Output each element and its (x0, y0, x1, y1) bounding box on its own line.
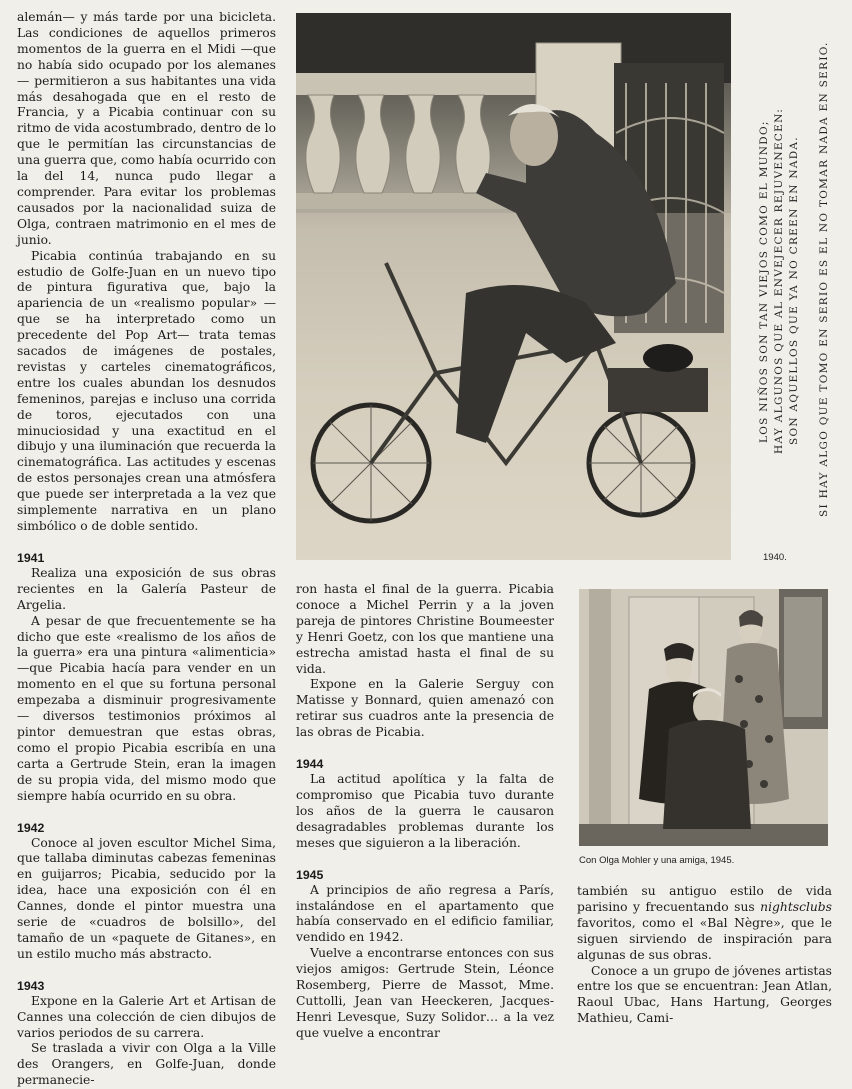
paragraph: ron hasta el final de la guerra. Picabia conoce a Michel Perrin y a la joven pareja de pintores Christine Boumeester y Henri Goetz, con los que mantiene una estrecha amistad hasta el final de su vida. (296, 582, 554, 676)
year-heading-1944: 1944 (296, 757, 324, 772)
italic-word: nightsclubs (760, 899, 832, 914)
paragraph: Vuelve a encontrarse entonces con sus viejos amigos: Gertrude Stein, Léonce Rosemberg, Pierre de Massot, Mme. Cuttolli, Jean van Heeckeren, Jacques-Henri Levesque, Suzy Solidor… a la vez que vuelve a encontrar (296, 946, 554, 1040)
vertical-quote-line: SI HAY ALGO QUE TOMO EN SERIO ES EL NO TOMAR NADA EN SERIO. (818, 41, 830, 517)
paragraph: Picabia continúa trabajando en su estudio de Golfe-Juan en un nuevo tipo de pintura figurativa que, bajo la apariencia de un «realismo popular» —que se ha interpretado como un precedente del Pop Art— trata temas sacados de imágenes de postales, revistas y carteles cinematográficos, entre los cuales abundan los desnudos femeninos, parejas e incluso una corrida de toros, ejecutados con una minuciosidad y una exactitud en el dibujo y una iluminación que recuerda la cinematográfica. Las actitudes y escenas de estos personajes crean una atmósfera que puede ser interpretada a la vez que simplemente narrativa en un plano simbólico o de doble sentido. (17, 248, 276, 533)
year-heading-1943: 1943 (17, 978, 45, 993)
year-heading-1942: 1942 (17, 820, 45, 835)
year-heading-1941: 1941 (17, 550, 45, 565)
paragraph: A principios de año regresa a París, instalándose en el apartamento que había conservado en el edificio familiar, vendido en 1942. (296, 882, 554, 945)
vertical-quote-line: LOS NIÑOS SON TAN VIEJOS COMO EL MUNDO; (758, 120, 770, 443)
right-text-column (577, 884, 832, 1027)
text-run: favoritos, como el «Bal Nègre», que le siguen sirviendo de inspiración para algunas de sus obras. (577, 915, 832, 962)
text-run: también su antiguo estilo de vida parisino y frecuentando sus (577, 884, 832, 914)
paragraph: Conoce al joven escultor Michel Sima, que tallaba diminutas cabezas femeninas en guijarros; Picabia, seducido por la idea, hace una exposición con él en Cannes, donde el pintor muestra una serie de «cuadros de bolsillo», del tamaño de un «paquete de Gitanes», en un estilo mucho más abstracto. (17, 835, 276, 961)
paragraph: Expone en la Galerie Art et Artisan de Cannes una colección de cien dibujos de varios periodos de su carrera. (17, 993, 276, 1040)
paragraph: La actitud apolítica y la falta de compromiso que Picabia tuvo durante los años de la guerra le causaron desagradables problemas durante los meses que siguieron a la liberación. (296, 772, 554, 850)
paragraph (577, 884, 832, 964)
paragraph: A pesar de que frecuentemente se ha dicho que este «realismo de los años de la guerra» era una pintura «alimenticia» —que Picabia hacía para vender en un momento en el que su fortuna personal empezaba a disminuir progresivamente— diversos testimonios próximos al pintor demuestran que estas obras, como el propio Picabia escribía en una carta a Gertrude Stein, eran la imagen de su propia vida, del mismo modo que siempre había ocurrido en su obra. (17, 613, 276, 803)
vertical-quote-line: HAY ALGUNOS QUE AL ENVEJECER REJUVENECEN: (773, 107, 785, 454)
photo-caption: 1940. (763, 552, 787, 563)
middle-text-column (296, 582, 554, 1042)
paragraph: Se traslada a vivir con Olga a la Ville des Orangers, en Golfe-Juan, donde permanecie- (17, 1041, 276, 1088)
left-text-column (17, 10, 276, 1089)
vertical-quote-line: SON AQUELLOS QUE YA NO CREEN EN NADA. (788, 136, 800, 445)
photo-group-portrait (579, 589, 828, 846)
paragraph: Expone en la Galerie Serguy con Matisse y Bonnard, quien amenazó con retirar sus cuadros ante la presencia de las obras de Picabia. (296, 677, 554, 740)
paragraph: alemán— y más tarde por una bicicleta. Las condiciones de aquellos primeros momentos de la guerra en el Midi —que no había sido ocupado por los alemanes— permitieron a sus habitantes una vida más desahogada que en el resto de Francia, y a Picabia continuar con su ritmo de vida acostumbrado, dentro de lo que le permitían las circunstancias de una guerra que, como había ocurrido con la del 14, nunca pudo llegar a comprender. Para evitar los problemas causados por la nacionalidad suiza de Olga, contraen matrimonio en el mes de junio. (17, 10, 276, 247)
photo-caption: Con Olga Mohler y una amiga, 1945. (579, 855, 735, 866)
photo-man-on-bicycle (296, 13, 731, 560)
paragraph: Conoce a un grupo de jóvenes artistas entre los que se encuentran: Jean Atlan, Raoul Ubac, Hans Hartung, Georges Mathieu, Cami- (577, 963, 832, 1026)
paragraph: Realiza una exposición de sus obras recientes en la Galería Pasteur de Argelia. (17, 565, 276, 612)
year-heading-1945: 1945 (296, 867, 324, 882)
